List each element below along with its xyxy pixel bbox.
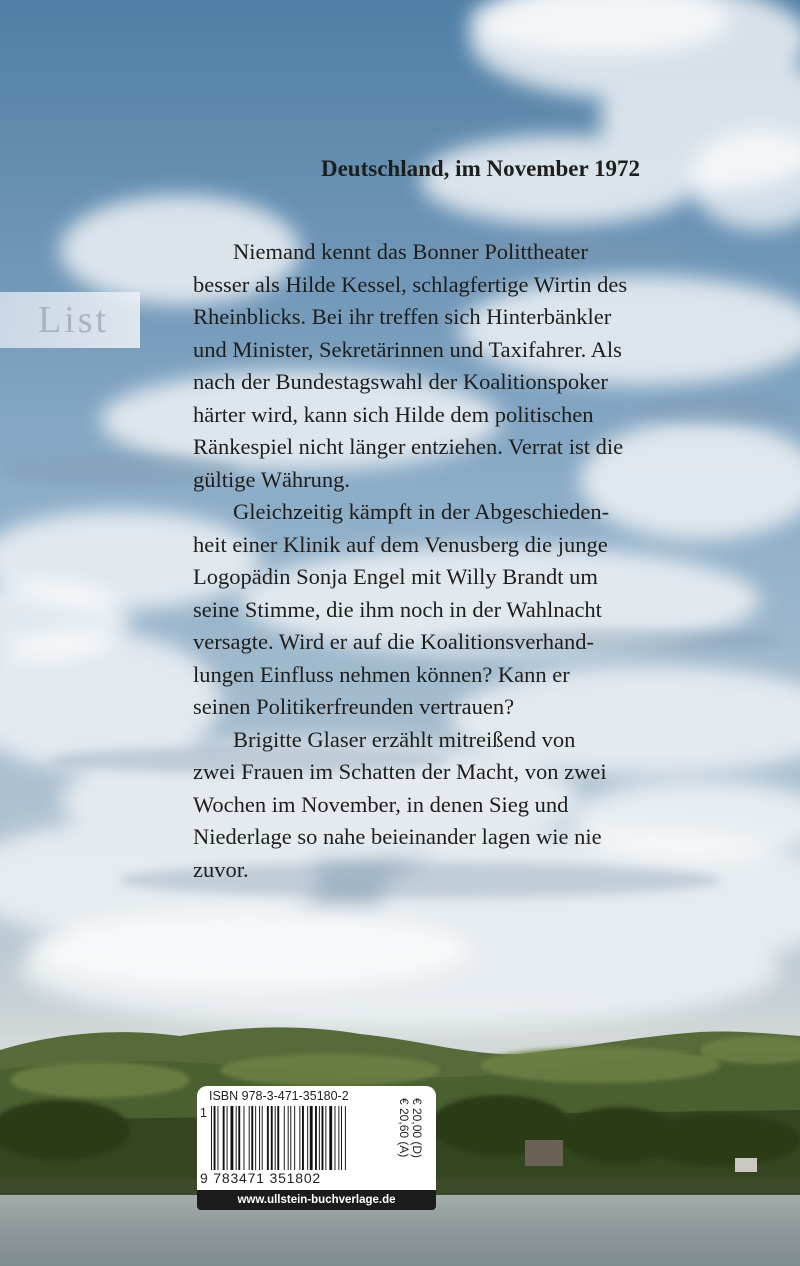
barcode-bar bbox=[299, 1106, 300, 1170]
blurb-line: seine Stimme, die ihm noch in der Wahlnacht bbox=[193, 596, 602, 622]
barcode-bar bbox=[255, 1106, 256, 1170]
blurb-line: Rheinblicks. Bei ihr treffen sich Hinterbänkler bbox=[193, 304, 612, 329]
barcode-bar bbox=[227, 1106, 228, 1170]
barcode-bar bbox=[249, 1106, 250, 1170]
barcode-bar bbox=[262, 1106, 263, 1170]
blurb-paragraphs bbox=[193, 236, 748, 886]
blurb-heading: Deutschland, im November 1972 bbox=[320, 156, 640, 181]
barcode-bar bbox=[329, 1106, 332, 1170]
barcode-label bbox=[197, 1086, 436, 1190]
blurb-line: besser als Hilde Kessel, schlagfertige Wirtin des bbox=[193, 271, 628, 297]
blurb-line: heit einer Klinik auf dem Venusberg die junge bbox=[193, 531, 608, 557]
blurb-line: nach der Bundestagswahl der Koalitionspoker bbox=[193, 369, 608, 394]
barcode-bar bbox=[345, 1106, 346, 1170]
blurb-line: zuvor. bbox=[193, 856, 249, 882]
blurb-line: seinen Politikerfreunden vertrauen? bbox=[193, 694, 515, 719]
barcode-bar bbox=[322, 1106, 324, 1170]
barcode-bar bbox=[223, 1106, 225, 1170]
blurb-line: Brigitte Glaser erzählt mitreißend von bbox=[233, 726, 576, 752]
barcode-bar bbox=[294, 1106, 295, 1170]
barcode-bar bbox=[214, 1106, 216, 1170]
blurb-line: gültige Währung. bbox=[193, 466, 351, 492]
barcode-bar bbox=[315, 1106, 317, 1170]
barcode-bar bbox=[244, 1106, 245, 1170]
barcode-lead-digit: 1 bbox=[200, 1106, 207, 1120]
blurb-line: und Minister, Sekretärinnen und Taxifahrer. Als bbox=[193, 336, 622, 362]
blurb-line: Logopädin Sonja Engel mit Willy Brandt um bbox=[193, 564, 598, 589]
blurb-line: härter wird, kann sich Hilde dem politischen bbox=[193, 401, 594, 427]
barcode-bar bbox=[231, 1106, 234, 1170]
price-block bbox=[397, 1098, 430, 1182]
blurb-paragraph bbox=[193, 236, 748, 496]
barcode-bar bbox=[259, 1106, 260, 1170]
blurb-line: lungen Einfluss nehmen können? Kann er bbox=[193, 661, 570, 687]
barcode-bar bbox=[338, 1106, 339, 1170]
barcode-bar bbox=[310, 1106, 313, 1170]
barcode-bar bbox=[271, 1106, 273, 1170]
barcode-bar bbox=[211, 1106, 212, 1170]
barcode-bar bbox=[236, 1106, 237, 1170]
publisher-logo-text: List bbox=[38, 299, 110, 341]
blurb-line: Ränkespiel nicht länger entziehen. Verrat ist die bbox=[193, 434, 624, 459]
blurb-line: Niemand kennt das Bonner Polittheater bbox=[233, 239, 588, 264]
blurb-line: Niederlage so nahe beieinander lagen wie nie bbox=[193, 824, 602, 849]
barcode-bar bbox=[325, 1106, 326, 1170]
barcode-bars bbox=[211, 1106, 393, 1170]
isbn-number: ISBN 978-3-471-35180-2 bbox=[209, 1089, 349, 1103]
blurb-paragraph bbox=[193, 496, 748, 724]
blurb-line: Gleichzeitig kämpft in der Abgeschieden- bbox=[233, 499, 610, 524]
barcode-bar bbox=[218, 1106, 219, 1170]
price-germany: € 20,00 (D) bbox=[410, 1098, 424, 1159]
barcode-bar bbox=[284, 1106, 285, 1170]
barcode-bar bbox=[319, 1106, 320, 1170]
blurb-line: versagte. Wird er auf die Koalitionsverhand- bbox=[193, 629, 595, 654]
blurb-line: zwei Frauen im Schatten der Macht, von zwei bbox=[193, 759, 607, 784]
barcode-bar bbox=[275, 1106, 276, 1170]
barcode-bar bbox=[267, 1106, 269, 1170]
barcode-bar bbox=[288, 1106, 289, 1170]
barcode-bar bbox=[335, 1106, 336, 1170]
barcode-bar bbox=[302, 1106, 304, 1170]
barcode-digits: 9 783471 351802 bbox=[200, 1170, 321, 1186]
barcode-bar bbox=[238, 1106, 240, 1170]
barcode-bar bbox=[251, 1106, 253, 1170]
publisher-logo bbox=[0, 292, 140, 348]
blurb-line: Wochen im November, in denen Sieg und bbox=[193, 791, 569, 817]
barcode-bar bbox=[290, 1106, 291, 1170]
barcode-bar bbox=[307, 1106, 308, 1170]
barcode-bar bbox=[341, 1106, 342, 1170]
publisher-website: www.ullstein-buchverlage.de bbox=[197, 1190, 436, 1210]
blurb-text bbox=[193, 152, 748, 886]
barcode-bar bbox=[277, 1106, 279, 1170]
price-austria: € 20,60 (A) bbox=[397, 1098, 411, 1158]
blurb-paragraph bbox=[193, 724, 748, 887]
